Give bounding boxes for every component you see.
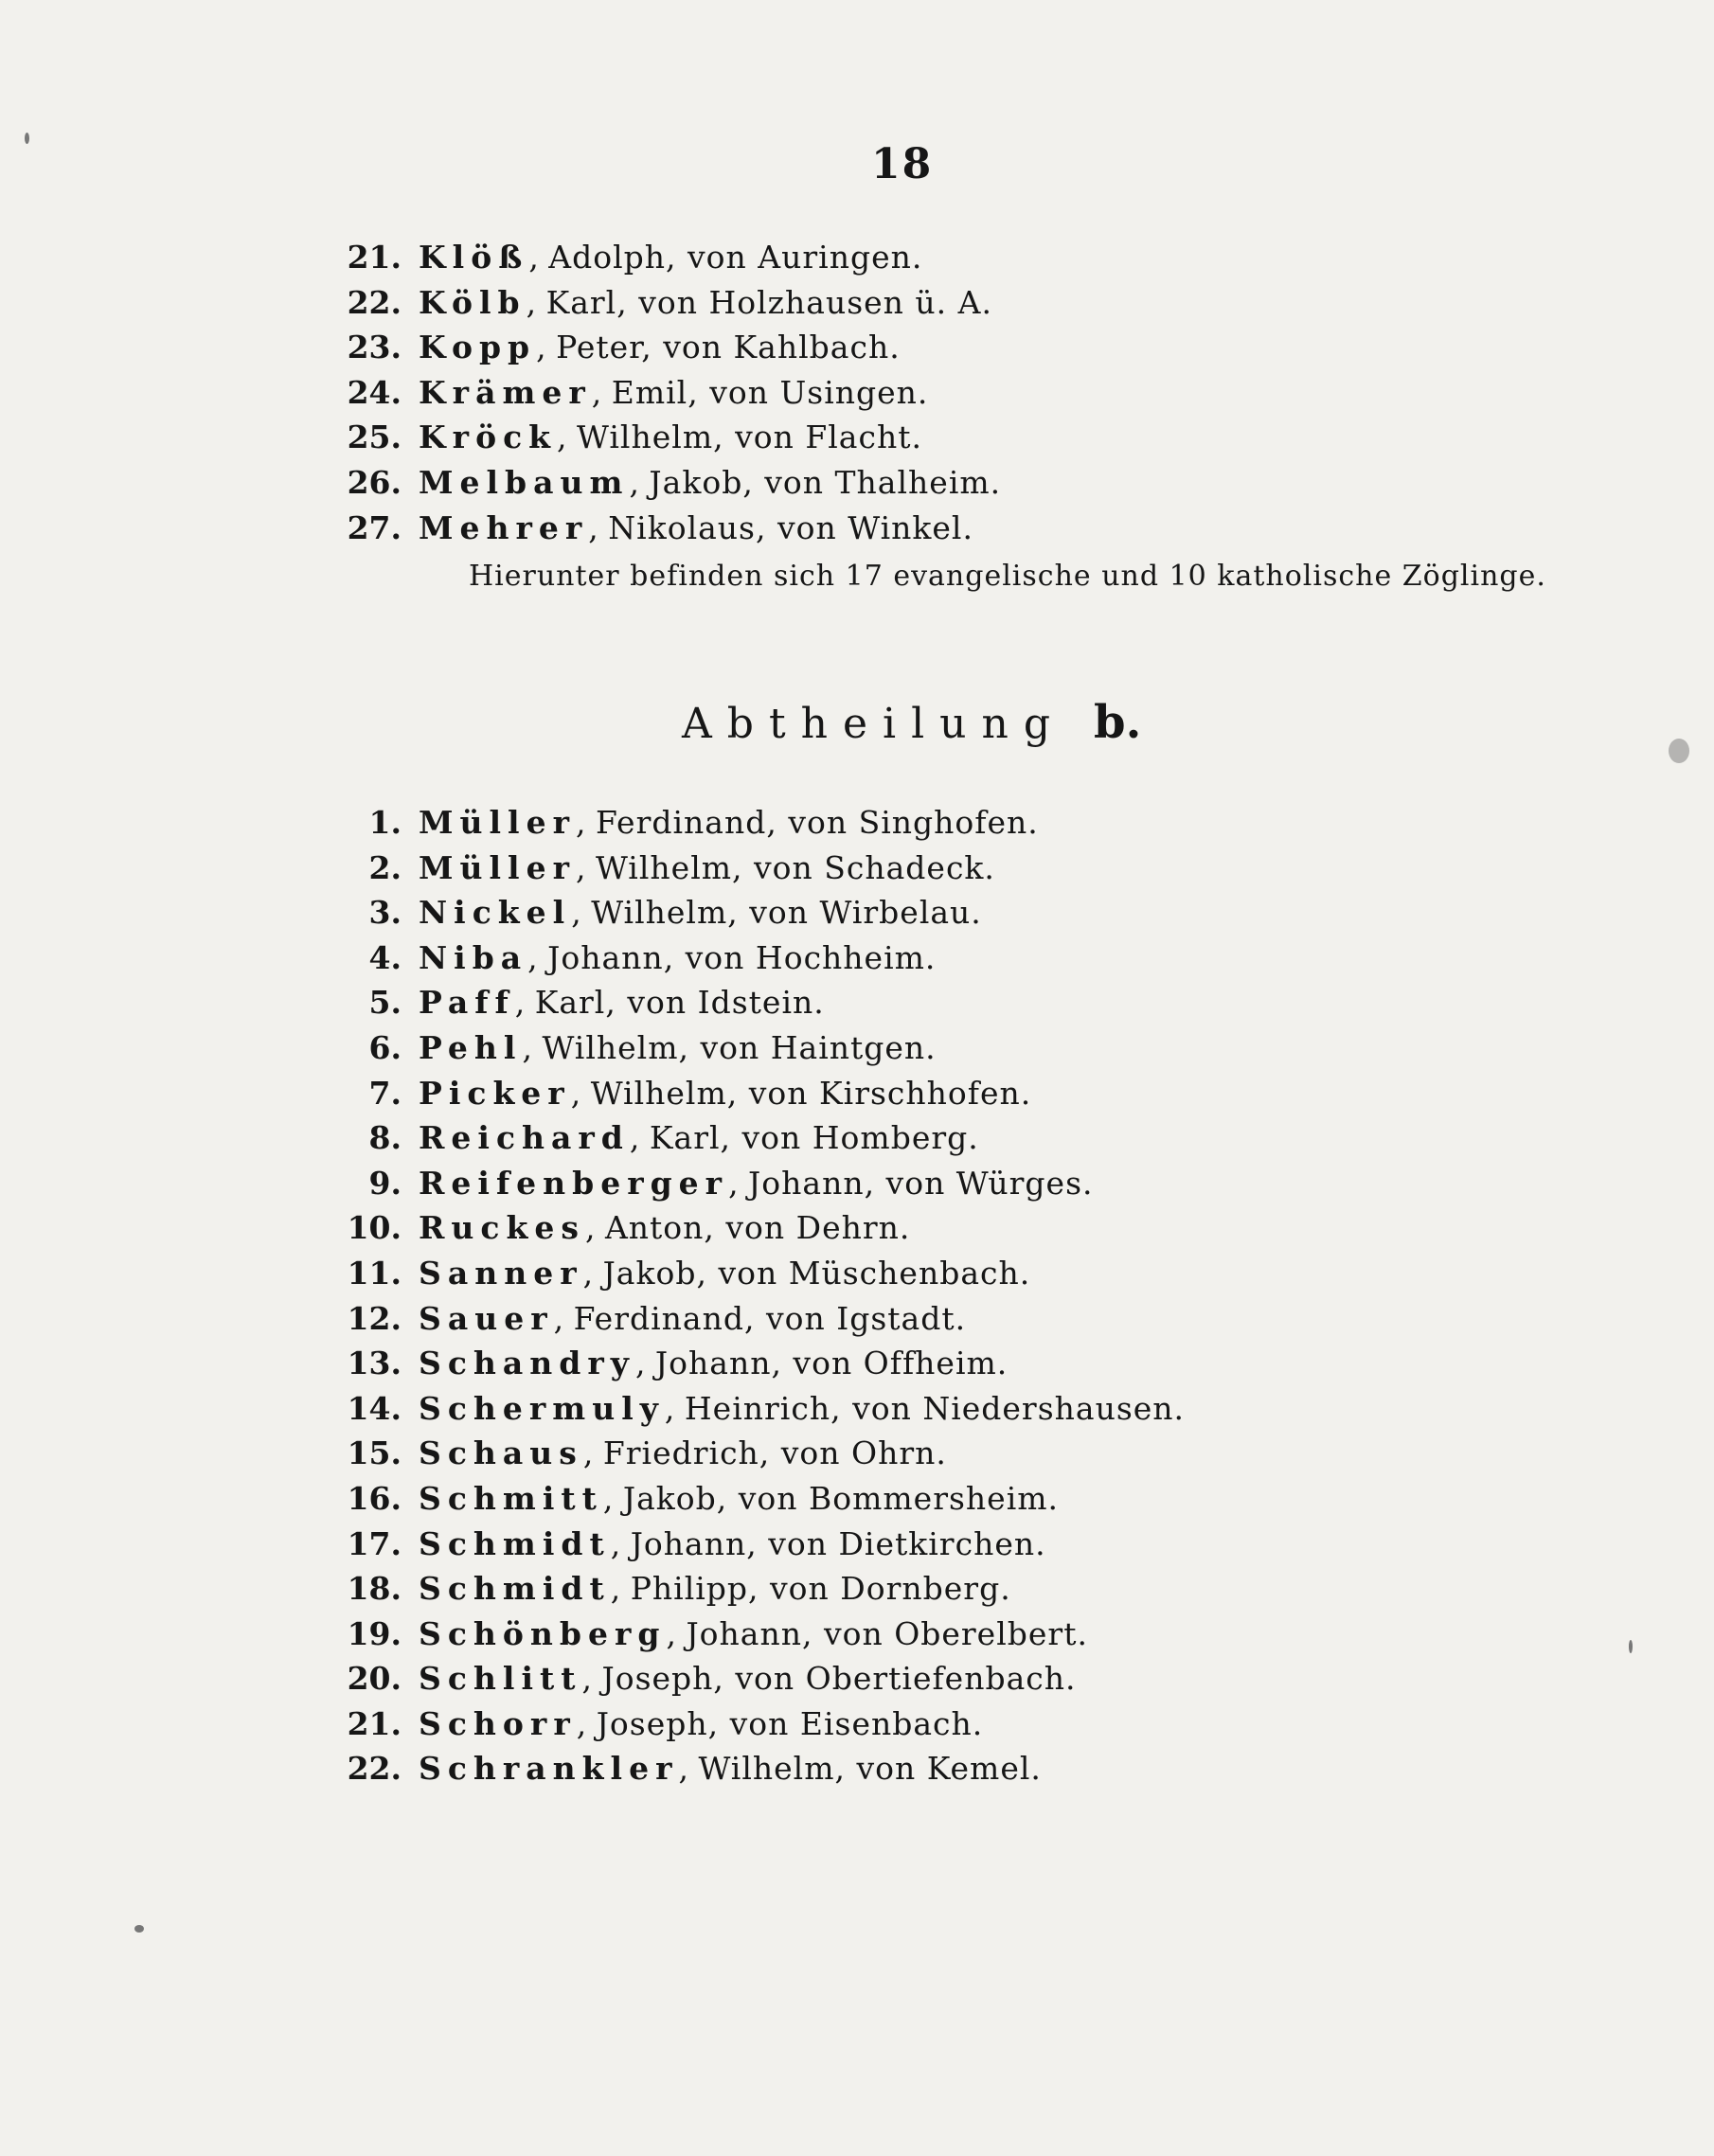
entry-number: 8. bbox=[368, 1119, 402, 1157]
entry-text: Mehrer, Nikolaus, von Winkel. bbox=[419, 508, 973, 546]
entry-number: 27. bbox=[347, 508, 402, 546]
given-name-and-origin: Johann, von Dietkirchen. bbox=[630, 1524, 1046, 1562]
given-name-and-origin: Adolph, von Auringen. bbox=[548, 239, 923, 276]
page-number: 18 bbox=[871, 140, 934, 188]
entry-number: 12. bbox=[347, 1299, 402, 1337]
entry-number: 17. bbox=[347, 1524, 402, 1562]
given-name-and-origin: Wilhelm, von Schadeck. bbox=[595, 848, 995, 886]
given-name-and-origin: Wilhelm, von Haintgen. bbox=[542, 1028, 937, 1066]
entry-text: Paff, Karl, von Idstein. bbox=[419, 984, 825, 1022]
given-name-and-origin: Anton, von Dehrn. bbox=[604, 1209, 911, 1247]
entry-text: Krämer, Emil, von Usingen. bbox=[419, 373, 929, 411]
surname: Schmidt bbox=[419, 1570, 611, 1608]
entry-number: 6. bbox=[368, 1028, 402, 1066]
surname: Kopp bbox=[419, 329, 537, 366]
entry-text: Kölb, Karl, von Holzhausen ü. A. bbox=[419, 283, 992, 321]
entry-text: Reichard, Karl, von Homberg. bbox=[419, 1119, 979, 1157]
entry-number: 19. bbox=[347, 1614, 402, 1652]
surname: Krämer bbox=[419, 373, 592, 411]
given-name-and-origin: Karl, von Holzhausen ü. A. bbox=[545, 283, 992, 321]
entry-number: 16. bbox=[347, 1479, 402, 1517]
given-name-and-origin: Joseph, von Eisenbach. bbox=[596, 1704, 984, 1742]
entry-text: Melbaum, Jakob, von Thalheim. bbox=[419, 463, 1002, 501]
entry-number: 21. bbox=[347, 1704, 402, 1742]
entry-number: 25. bbox=[347, 419, 402, 456]
entry-text: Schmitt, Jakob, von Bommersheim. bbox=[419, 1479, 1060, 1517]
entry-text: Schrankler, Wilhelm, von Kemel. bbox=[419, 1750, 1042, 1788]
surname: Schermuly bbox=[419, 1389, 665, 1427]
given-name-and-origin: Wilhelm, von Wirbelau. bbox=[591, 894, 982, 932]
entry-text: Müller, Ferdinand, von Singhofen. bbox=[419, 804, 1039, 841]
surname: Schandry bbox=[419, 1345, 635, 1382]
entry-number: 24. bbox=[347, 373, 402, 411]
paper-speck bbox=[1669, 739, 1689, 763]
surname: Schmitt bbox=[419, 1479, 603, 1517]
entry-number: 26. bbox=[347, 463, 402, 501]
surname: Reifenberger bbox=[419, 1164, 729, 1202]
paper-speck bbox=[1629, 1640, 1633, 1653]
entry-number: 4. bbox=[368, 938, 402, 976]
entry-text: Kopp, Peter, von Kahlbach. bbox=[419, 329, 901, 366]
paper-speck bbox=[134, 1925, 144, 1933]
entry-number: 18. bbox=[347, 1570, 402, 1608]
entry-number: 10. bbox=[347, 1209, 402, 1247]
entry-text: Reifenberger, Johann, von Würges. bbox=[419, 1164, 1094, 1202]
entry-text: Schorr, Joseph, von Eisenbach. bbox=[419, 1704, 984, 1742]
entry-number: 21. bbox=[347, 239, 402, 276]
surname: Schmidt bbox=[419, 1524, 611, 1562]
surname: Pehl bbox=[419, 1028, 523, 1066]
surname: Kölb bbox=[419, 283, 527, 321]
given-name-and-origin: Wilhelm, von Flacht. bbox=[577, 419, 922, 456]
section-heading-word: Abtheilung bbox=[682, 700, 1065, 748]
surname: Schaus bbox=[419, 1434, 583, 1472]
entry-number: 20. bbox=[347, 1660, 402, 1698]
given-name-and-origin: Friedrich, von Ohrn. bbox=[602, 1434, 947, 1472]
surname: Schorr bbox=[419, 1704, 577, 1742]
entry-text: Schmidt, Johann, von Dietkirchen. bbox=[419, 1524, 1046, 1562]
entry-text: Nickel, Wilhelm, von Wirbelau. bbox=[419, 894, 982, 932]
entry-number: 3. bbox=[368, 894, 402, 932]
entry-text: Sanner, Jakob, von Müschenbach. bbox=[419, 1254, 1031, 1292]
entry-text: Schaus, Friedrich, von Ohrn. bbox=[419, 1434, 947, 1472]
surname: Schönberg bbox=[419, 1614, 667, 1652]
entry-number: 13. bbox=[347, 1345, 402, 1382]
entry-text: Kröck, Wilhelm, von Flacht. bbox=[419, 419, 922, 456]
entry-text: Sauer, Ferdinand, von Igstadt. bbox=[419, 1299, 967, 1337]
given-name-and-origin: Peter, von Kahlbach. bbox=[556, 329, 901, 366]
given-name-and-origin: Ferdinand, von Singhofen. bbox=[595, 804, 1039, 841]
surname: Picker bbox=[419, 1074, 571, 1112]
surname: Sanner bbox=[419, 1254, 583, 1292]
surname: Klöß bbox=[419, 239, 529, 276]
entry-text: Schmidt, Philipp, von Dornberg. bbox=[419, 1570, 1011, 1608]
surname: Müller bbox=[419, 804, 576, 841]
given-name-and-origin: Philipp, von Dornberg. bbox=[630, 1570, 1011, 1608]
entry-number: 22. bbox=[347, 1750, 402, 1788]
surname: Nickel bbox=[419, 894, 572, 932]
entry-text: Schermuly, Heinrich, von Niedershausen. bbox=[419, 1389, 1186, 1427]
section-heading bbox=[682, 696, 1141, 749]
entry-number: 9. bbox=[368, 1164, 402, 1202]
surname: Paff bbox=[419, 984, 515, 1022]
entry-number: 1. bbox=[368, 804, 402, 841]
given-name-and-origin: Karl, von Idstein. bbox=[534, 984, 825, 1022]
entry-text: Klöß, Adolph, von Auringen. bbox=[419, 239, 923, 276]
surname: Niba bbox=[419, 938, 528, 976]
entry-number: 11. bbox=[347, 1254, 402, 1292]
entry-text: Schandry, Johann, von Offheim. bbox=[419, 1345, 1009, 1382]
surname: Kröck bbox=[419, 419, 558, 456]
surname: Mehrer bbox=[419, 508, 589, 546]
given-name-and-origin: Jakob, von Thalheim. bbox=[649, 463, 1002, 501]
entry-number: 7. bbox=[368, 1074, 402, 1112]
entry-text: Niba, Johann, von Hochheim. bbox=[419, 938, 937, 976]
given-name-and-origin: Joseph, von Obertiefenbach. bbox=[601, 1660, 1077, 1698]
entry-text: Pehl, Wilhelm, von Haintgen. bbox=[419, 1028, 937, 1066]
surname: Schlitt bbox=[419, 1660, 582, 1698]
entry-number: 15. bbox=[347, 1434, 402, 1472]
surname: Reichard bbox=[419, 1119, 630, 1157]
surname: Melbaum bbox=[419, 463, 630, 501]
given-name-and-origin: Jakob, von Bommersheim. bbox=[622, 1479, 1060, 1517]
given-name-and-origin: Emil, von Usingen. bbox=[611, 373, 929, 411]
entry-number: 2. bbox=[368, 848, 402, 886]
surname: Ruckes bbox=[419, 1209, 585, 1247]
summary-line: Hierunter befinden sich 17 evangelische und 10 katholische Zöglinge. bbox=[469, 560, 1546, 593]
given-name-and-origin: Wilhelm, von Kirschhofen. bbox=[590, 1074, 1032, 1112]
given-name-and-origin: Jakob, von Müschenbach. bbox=[602, 1254, 1031, 1292]
surname: Schrankler bbox=[419, 1750, 679, 1788]
given-name-and-origin: Karl, von Homberg. bbox=[649, 1119, 979, 1157]
given-name-and-origin: Johann, von Offheim. bbox=[654, 1345, 1009, 1382]
given-name-and-origin: Ferdinand, von Igstadt. bbox=[573, 1299, 967, 1337]
given-name-and-origin: Johann, von Hochheim. bbox=[547, 938, 937, 976]
paper-speck bbox=[25, 133, 29, 144]
entry-text: Müller, Wilhelm, von Schadeck. bbox=[419, 848, 995, 886]
entry-text: Picker, Wilhelm, von Kirschhofen. bbox=[419, 1074, 1032, 1112]
section-heading-letter: b. bbox=[1094, 696, 1142, 749]
given-name-and-origin: Wilhelm, von Kemel. bbox=[698, 1750, 1042, 1788]
entry-text: Schönberg, Johann, von Oberelbert. bbox=[419, 1614, 1088, 1652]
surname: Sauer bbox=[419, 1299, 554, 1337]
given-name-and-origin: Nikolaus, von Winkel. bbox=[608, 508, 973, 546]
entry-number: 22. bbox=[347, 283, 402, 321]
entry-number: 14. bbox=[347, 1389, 402, 1427]
given-name-and-origin: Johann, von Oberelbert. bbox=[686, 1614, 1088, 1652]
entry-text: Ruckes, Anton, von Dehrn. bbox=[419, 1209, 911, 1247]
surname: Müller bbox=[419, 848, 576, 886]
entry-number: 23. bbox=[347, 329, 402, 366]
entry-text: Schlitt, Joseph, von Obertiefenbach. bbox=[419, 1660, 1077, 1698]
entry-number: 5. bbox=[368, 984, 402, 1022]
given-name-and-origin: Heinrich, von Niedershausen. bbox=[684, 1389, 1186, 1427]
given-name-and-origin: Johann, von Würges. bbox=[748, 1164, 1094, 1202]
